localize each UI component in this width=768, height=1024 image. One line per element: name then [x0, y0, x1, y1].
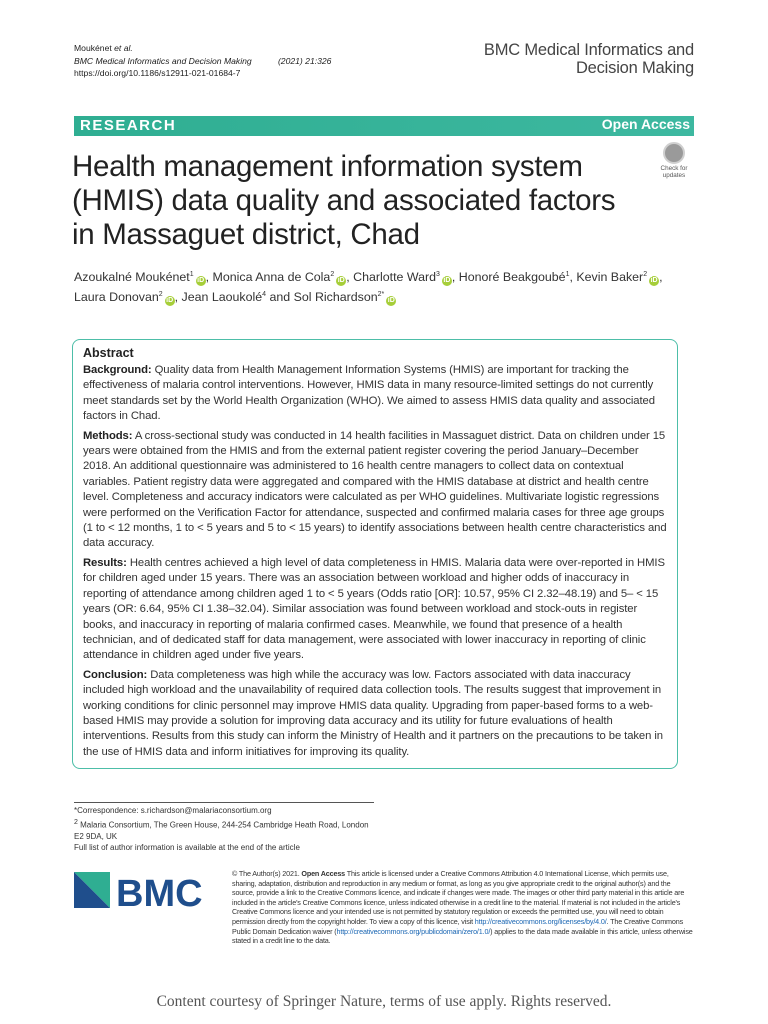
- orcid-icon[interactable]: iD: [387, 297, 395, 305]
- background-label: Background:: [83, 364, 152, 376]
- conclusion-label: Conclusion:: [83, 668, 148, 681]
- header-year-volume: (2021) 21:326: [277, 55, 332, 66]
- section-label: RESEARCH: [80, 117, 177, 134]
- author-affiliation-sup: 4: [262, 291, 267, 299]
- author-affiliation-sup: 2: [330, 271, 335, 278]
- copyright: © The Author(s) 2021.: [232, 869, 300, 878]
- bmc-logo-mark-icon: [74, 872, 214, 912]
- license-body-3: ) applies to the data made available in this article, unless otherwise stated in a credit line to the data.: [232, 926, 693, 946]
- full-list-note: Full list of author information is available at the end of the article: [74, 843, 300, 853]
- article-title: Health management information system (HMIS) data quality and associated factors in Massaguet district, Chad: [72, 150, 616, 251]
- check-updates-label: [654, 165, 694, 179]
- author-affiliation-sup: 1: [189, 271, 194, 278]
- check-updates-icon: [663, 142, 685, 164]
- conclusion-text: Data completeness was high while the accuracy was low. Factors associated with data inaccuracy included high workload and the unavailability of required data collection tools. The results suggest that improvement in working conditions for clinic personnel may improve HMIS data quality. Upgrading from paper-based forms to a web-based HMIS may provide a solution for improving data accuracy and its utility for future evaluations of health interventions. Results from this study can inform the Ministry of Health and it partners on the precautions to be taken in the use of HMIS data and inform initiatives for improving its quality.: [83, 668, 663, 758]
- cc-zero-link[interactable]: http://creativecommons.org/publicdomain/zero/1.0/: [336, 926, 491, 936]
- author-name[interactable]: Laura Donovan: [74, 290, 159, 305]
- author-affiliation-sup: 2: [158, 291, 163, 299]
- affiliation-note: [74, 817, 374, 843]
- author-name[interactable]: Azoukalné Moukénet: [74, 270, 190, 285]
- methods-label: Methods:: [83, 429, 133, 442]
- author-affiliation-sup: 3: [436, 271, 440, 278]
- cc-by-link[interactable]: http://creativecommons.org/licenses/by/4.0/: [474, 916, 607, 926]
- correspondence-note: *Correspondence: s.richardson@malariaconsortium.org: [74, 806, 272, 815]
- journal-name-line1: BMC Medical Informatics and: [483, 41, 694, 59]
- author-name[interactable]: Honoré Beakgoubé: [458, 270, 566, 285]
- affiliation-sup: 2: [74, 818, 78, 826]
- bmc-logo: [74, 872, 214, 912]
- check-updates-line2: updates: [662, 172, 686, 179]
- abstract-results: [83, 556, 669, 664]
- abstract-box: [72, 339, 678, 769]
- results-text: Health centres achieved a high level of data completeness in HMIS. Malaria data were over-reported in HMIS for children aged under 15 years. There was an association between workload and higher odds of inaccuracy in reporting of attendance among children aged 1 to < 5 years (Odds ratio [OR]: 10.57, 95% CI 2.32–48.19) and 5– < 15 years (OR: 6.64, 95% CI 1.38–32.04). Similar association was found between workload and stock-outs in register books, and inaccuracy in reporting of malaria confirmed cases. Meanwhile, we found that presence of a health technician, and of dedicated staff for data management, were associated with lower inaccuracy in reporting of clinic attendance in children aged under five years.: [83, 556, 665, 662]
- abstract-heading: Abstract: [83, 346, 134, 360]
- author-name[interactable]: Jean Laoukolé: [181, 290, 263, 305]
- footnotes: [74, 805, 374, 854]
- author-affiliation-sup: 1: [565, 271, 570, 278]
- author-name[interactable]: Charlotte Ward: [353, 270, 436, 285]
- check-updates-line1: Check for: [660, 165, 688, 172]
- check-for-updates-button[interactable]: [654, 142, 694, 180]
- background-text: Quality data from Health Management Information Systems (HMIS) are important for tracking the effectiveness of malaria control interventions. However, HMIS data in many resource-limited settings do not currently meet standards set by the World Health Organization (WHO). We aimed to assess HMIS data quality and associated factors in Chad.: [83, 364, 655, 423]
- license-open-access: Open Access: [301, 869, 346, 878]
- bmc-logo-text: BMC: [116, 873, 203, 912]
- orcid-icon[interactable]: iD: [166, 297, 174, 305]
- header-authors: Moukénet: [74, 43, 112, 53]
- orcid-icon[interactable]: iD: [197, 277, 205, 285]
- affiliation-text: Malaria Consortium, The Green House, 244-254 Cambridge Heath Road, London E2 9DA, UK: [74, 820, 369, 841]
- header-journal: BMC Medical Informatics and Decision Making: [74, 55, 252, 66]
- open-access-label: Open Access: [601, 116, 690, 132]
- orcid-icon[interactable]: iD: [443, 277, 451, 285]
- orcid-icon[interactable]: iD: [337, 277, 345, 285]
- journal-name-line2: Decision Making: [575, 59, 694, 77]
- courtesy-notice: Content courtesy of Springer Nature, terms of use apply. Rights reserved.: [156, 993, 612, 1010]
- abstract-background: [83, 363, 669, 425]
- author-name[interactable]: Monica Anna de Cola: [212, 270, 331, 285]
- author-list: Azoukalné Moukénet$^1$iD , Monica Anna de Cola$^2$iD , Charlotte Ward$^3$iD , Honoré Beakgoubé$^1$, Kevin Baker$^2$iD , Laura Donovan$^2$iD , Jean Laoukolé$^4$ and Sol Richardson$^{2*}$iD: [74, 270, 663, 305]
- header-doi-link[interactable]: https://doi.org/10.1186/s12911-021-01684-7: [74, 68, 241, 79]
- abstract-conclusion: [83, 668, 669, 760]
- abstract-methods: [83, 429, 669, 552]
- license-body: This article is licensed under a Creative Commons Attribution 4.0 International License, which permits use, sharing, adaptation, distribution and reproduction in any medium or format, as long as you give appropriate credit to the original author(s) and the source, provide a link to the Creative Commons licence, and indicate if changes were made. The images or other third party material in this article are included in the article's Creative Commons licence, unless indicated otherwise in a credit line to the material. If material is not included in the article's Creative Commons licence and your intended use is not permitted by statutory regulation or exceeds the permitted use, you will need to obtain permission directly from the copyright holder. To view a copy of this licence, visit: [232, 869, 685, 926]
- footnote-divider: [74, 802, 374, 803]
- results-label: Results:: [83, 556, 127, 569]
- author-affiliation-sup: 2*: [377, 291, 385, 299]
- journal-name: [484, 41, 694, 77]
- author-name[interactable]: Kevin Baker: [576, 270, 644, 285]
- header-et-al: et al.: [114, 43, 133, 53]
- author-name[interactable]: Sol Richardson: [293, 290, 378, 305]
- methods-text: A cross-sectional study was conducted in 14 health facilities in Massaguet district. Data on children under 15 years were obtained from the HMIS and from the external patient register covering the period January–December 2018. An additional questionnaire was administered to 16 health centre managers to collect data on contextual variables. Patient registry data were aggregated and compared with the HMIS database at district and health centre level. Completeness and accuracy indicators were calculated as per WHO guidelines. Multivariate logistic regressions were performed on the Verification Factor for attendance, suspected and confirmed malaria cases for three age groups (1 to < 12 months, 1 to < 5 years and 5 to < 15 years) to identify associations between health centre characteristics and data accuracy.: [83, 429, 667, 550]
- orcid-icon[interactable]: iD: [650, 277, 658, 285]
- article-header-citation: [74, 42, 331, 80]
- author-affiliation-sup: 2: [643, 271, 648, 278]
- license-body-2: . The Creative Commons Public Domain Dedication waiver (: [232, 916, 684, 936]
- license-text: [232, 869, 694, 946]
